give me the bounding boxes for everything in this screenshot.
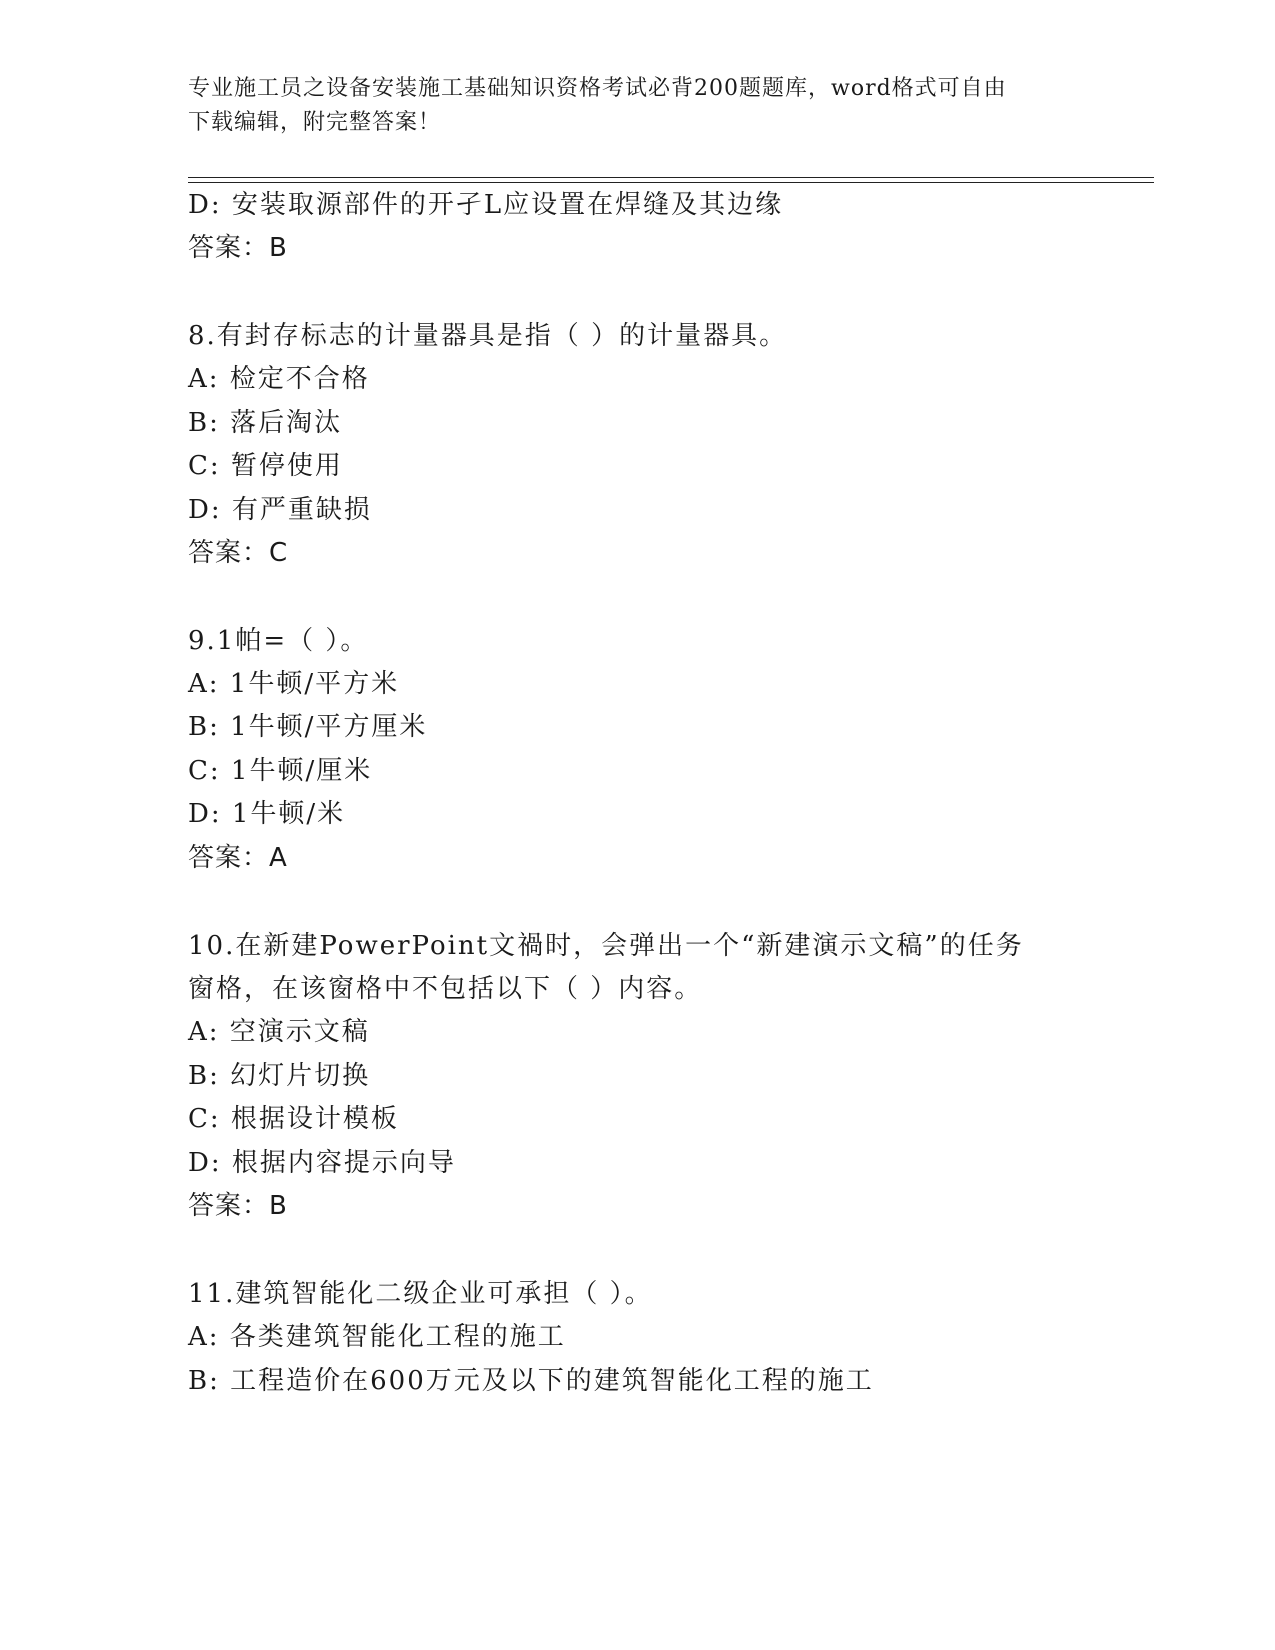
q9-answer: 答案：A xyxy=(188,843,288,873)
document-header xyxy=(188,72,1068,140)
q9-option-c: C: 1牛顿/厘米 xyxy=(188,756,373,786)
header-line-2: 下载编辑，附完整答案！ xyxy=(188,110,442,135)
q9-option-a: A: 1牛顿/平方米 xyxy=(188,669,400,699)
q9-option-b: B: 1牛顿/平方厘米 xyxy=(188,712,428,742)
q9-option-d: D: 1牛顿/米 xyxy=(188,799,346,829)
q8-option-b: B: 落后淘汰 xyxy=(188,408,343,438)
header-divider-bottom xyxy=(188,182,1154,183)
header-line-1: 专业施工员之设备安装施工基础知识资格考试必背200题题库，word格式可自由 xyxy=(188,76,1007,101)
q10-stem-line-1: 10.在新建PowerPoint文禍时，会弹出一个“新建演示文稿”的任务 xyxy=(188,931,1024,961)
q11-option-b: B: 工程造价在600万元及以下的建筑智能化工程的施工 xyxy=(188,1366,874,1396)
q8-option-d: D: 有严重缺损 xyxy=(188,495,372,525)
q11-stem: 11.建筑智能化二级企业可承担（ ）。 xyxy=(188,1279,653,1309)
q8-option-a: A: 检定不合格 xyxy=(188,364,370,394)
header-divider-top xyxy=(188,177,1154,178)
q8-option-c: C: 暂停使用 xyxy=(188,451,343,481)
q10-option-b: B: 幻灯片切换 xyxy=(188,1061,371,1091)
q7-answer: 答案：B xyxy=(188,233,288,263)
q11-option-a: A: 各类建筑智能化工程的施工 xyxy=(188,1322,566,1352)
q8-answer: 答案：C xyxy=(188,538,289,568)
q8-stem: 8.有封存标志的计量器具是指（ ）的计量器具。 xyxy=(188,321,788,351)
q9-stem: 9.1帕=（ ）。 xyxy=(188,626,369,656)
q10-option-a: A: 空演示文稿 xyxy=(188,1017,370,1047)
q10-option-c: C: 根据设计模板 xyxy=(188,1104,399,1134)
q10-stem-line-2: 窗格，在该窗格中不包括以下（ ）内容。 xyxy=(188,974,703,1004)
q7-option-d: D: 安装取源部件的开孑L应设置在焊缝及其边缘 xyxy=(188,190,784,220)
q10-option-d: D: 根据内容提示向导 xyxy=(188,1148,456,1178)
q10-answer: 答案：B xyxy=(188,1191,288,1221)
